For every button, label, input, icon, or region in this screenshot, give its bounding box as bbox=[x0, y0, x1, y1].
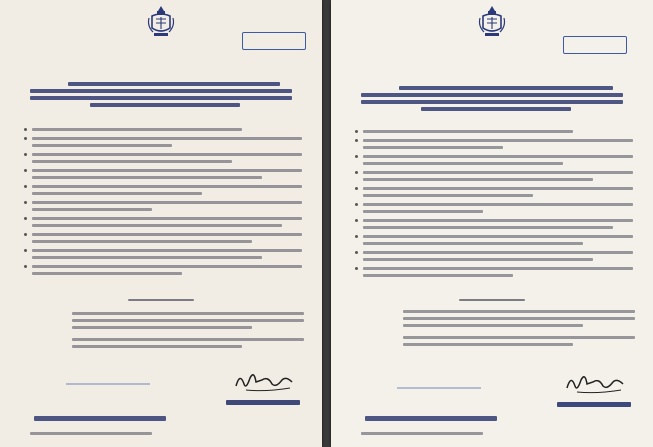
consideration-line bbox=[32, 201, 302, 204]
bullet bbox=[355, 219, 358, 222]
bullet bbox=[355, 130, 358, 133]
document-title bbox=[124, 42, 198, 56]
consideration-line bbox=[32, 160, 232, 163]
preamble-line bbox=[68, 82, 280, 86]
article-2-line bbox=[403, 343, 573, 346]
consideration-line bbox=[363, 194, 533, 197]
consideration-line bbox=[363, 235, 633, 238]
article-1-line bbox=[72, 319, 304, 322]
article-2-label bbox=[26, 336, 60, 346]
document-subtitle bbox=[472, 66, 512, 78]
signer-name-ink bbox=[557, 402, 631, 407]
issuing-office-ink bbox=[34, 416, 166, 421]
consideration-line bbox=[363, 210, 483, 213]
consideration-line bbox=[363, 171, 633, 174]
decree-page-left bbox=[0, 0, 322, 447]
bullet bbox=[355, 139, 358, 142]
bullet bbox=[355, 251, 358, 254]
consideration-line bbox=[363, 187, 633, 190]
consideration-line bbox=[32, 176, 262, 179]
section-underline bbox=[128, 299, 194, 301]
consideration-line bbox=[32, 217, 302, 220]
preamble-line bbox=[30, 89, 292, 93]
royal-emblem-icon bbox=[477, 4, 507, 38]
consideration-line bbox=[363, 251, 633, 254]
bullet bbox=[24, 233, 27, 236]
place-and-date-ink bbox=[30, 432, 152, 435]
consideration-line bbox=[363, 274, 513, 277]
consideration-line bbox=[32, 224, 282, 227]
article-1-line bbox=[72, 326, 252, 329]
issuing-office-ink bbox=[365, 416, 497, 421]
bullet bbox=[355, 203, 358, 206]
bullet bbox=[24, 201, 27, 204]
consideration-line bbox=[363, 146, 503, 149]
consideration-line bbox=[32, 249, 302, 252]
article-1-line bbox=[403, 324, 583, 327]
bullet bbox=[355, 155, 358, 158]
bullet bbox=[24, 128, 27, 131]
consideration-line bbox=[363, 226, 613, 229]
consideration-line bbox=[32, 169, 302, 172]
document-subtitle bbox=[141, 62, 181, 74]
place-and-date-ink bbox=[361, 432, 483, 435]
decree-type-badge bbox=[563, 36, 627, 54]
consideration-line bbox=[32, 192, 202, 195]
bullet bbox=[355, 267, 358, 270]
consideration-line bbox=[32, 208, 152, 211]
bullet bbox=[355, 171, 358, 174]
bullet bbox=[24, 185, 27, 188]
consideration-line bbox=[32, 153, 302, 156]
consideration-line bbox=[32, 240, 252, 243]
consideration-line bbox=[363, 219, 633, 222]
bullet bbox=[24, 153, 27, 156]
consideration-line bbox=[32, 185, 302, 188]
preamble-line bbox=[361, 93, 623, 97]
signature-icon bbox=[563, 370, 627, 396]
consideration-line bbox=[32, 256, 262, 259]
consideration-line bbox=[32, 265, 302, 268]
preamble-line bbox=[399, 86, 613, 90]
preamble-line bbox=[421, 107, 571, 111]
bullet bbox=[24, 265, 27, 268]
handwritten-date-ink bbox=[397, 380, 481, 389]
consideration-line bbox=[363, 130, 573, 133]
article-1-label bbox=[357, 308, 391, 318]
consideration-line bbox=[32, 272, 182, 275]
preamble-line bbox=[361, 100, 623, 104]
handwritten-date-ink bbox=[66, 376, 150, 385]
article-2-line bbox=[403, 336, 635, 339]
signature-icon bbox=[232, 368, 296, 394]
bullet bbox=[24, 137, 27, 140]
consideration-line bbox=[32, 137, 302, 140]
consideration-line bbox=[363, 139, 633, 142]
bullet bbox=[24, 169, 27, 172]
section-title bbox=[453, 284, 531, 296]
decree-type-badge bbox=[242, 32, 306, 50]
article-1-label bbox=[26, 310, 60, 320]
consideration-line bbox=[32, 144, 172, 147]
section-title bbox=[122, 284, 200, 296]
signer-name-ink bbox=[226, 400, 300, 405]
consideration-line bbox=[363, 178, 593, 181]
consideration-line bbox=[32, 233, 302, 236]
document-title bbox=[455, 46, 529, 60]
preamble-line bbox=[30, 96, 292, 100]
bullet bbox=[24, 249, 27, 252]
article-1-line bbox=[403, 317, 635, 320]
reference-number bbox=[347, 70, 467, 80]
consideration-line bbox=[363, 267, 633, 270]
consideration-line bbox=[363, 258, 593, 261]
decree-page-right bbox=[331, 0, 653, 447]
consideration-line bbox=[32, 128, 242, 131]
article-1-line bbox=[403, 310, 635, 313]
consideration-line bbox=[363, 242, 583, 245]
consideration-line bbox=[363, 155, 633, 158]
royal-emblem-icon bbox=[146, 4, 176, 38]
bullet bbox=[355, 235, 358, 238]
bullet bbox=[355, 187, 358, 190]
section-underline bbox=[459, 299, 525, 301]
consideration-line bbox=[363, 203, 633, 206]
preamble-line bbox=[90, 103, 240, 107]
article-2-line bbox=[72, 338, 304, 341]
bullet bbox=[24, 217, 27, 220]
consideration-line bbox=[363, 162, 563, 165]
article-2-label bbox=[357, 334, 391, 344]
article-1-line bbox=[72, 312, 304, 315]
article-2-line bbox=[72, 345, 242, 348]
